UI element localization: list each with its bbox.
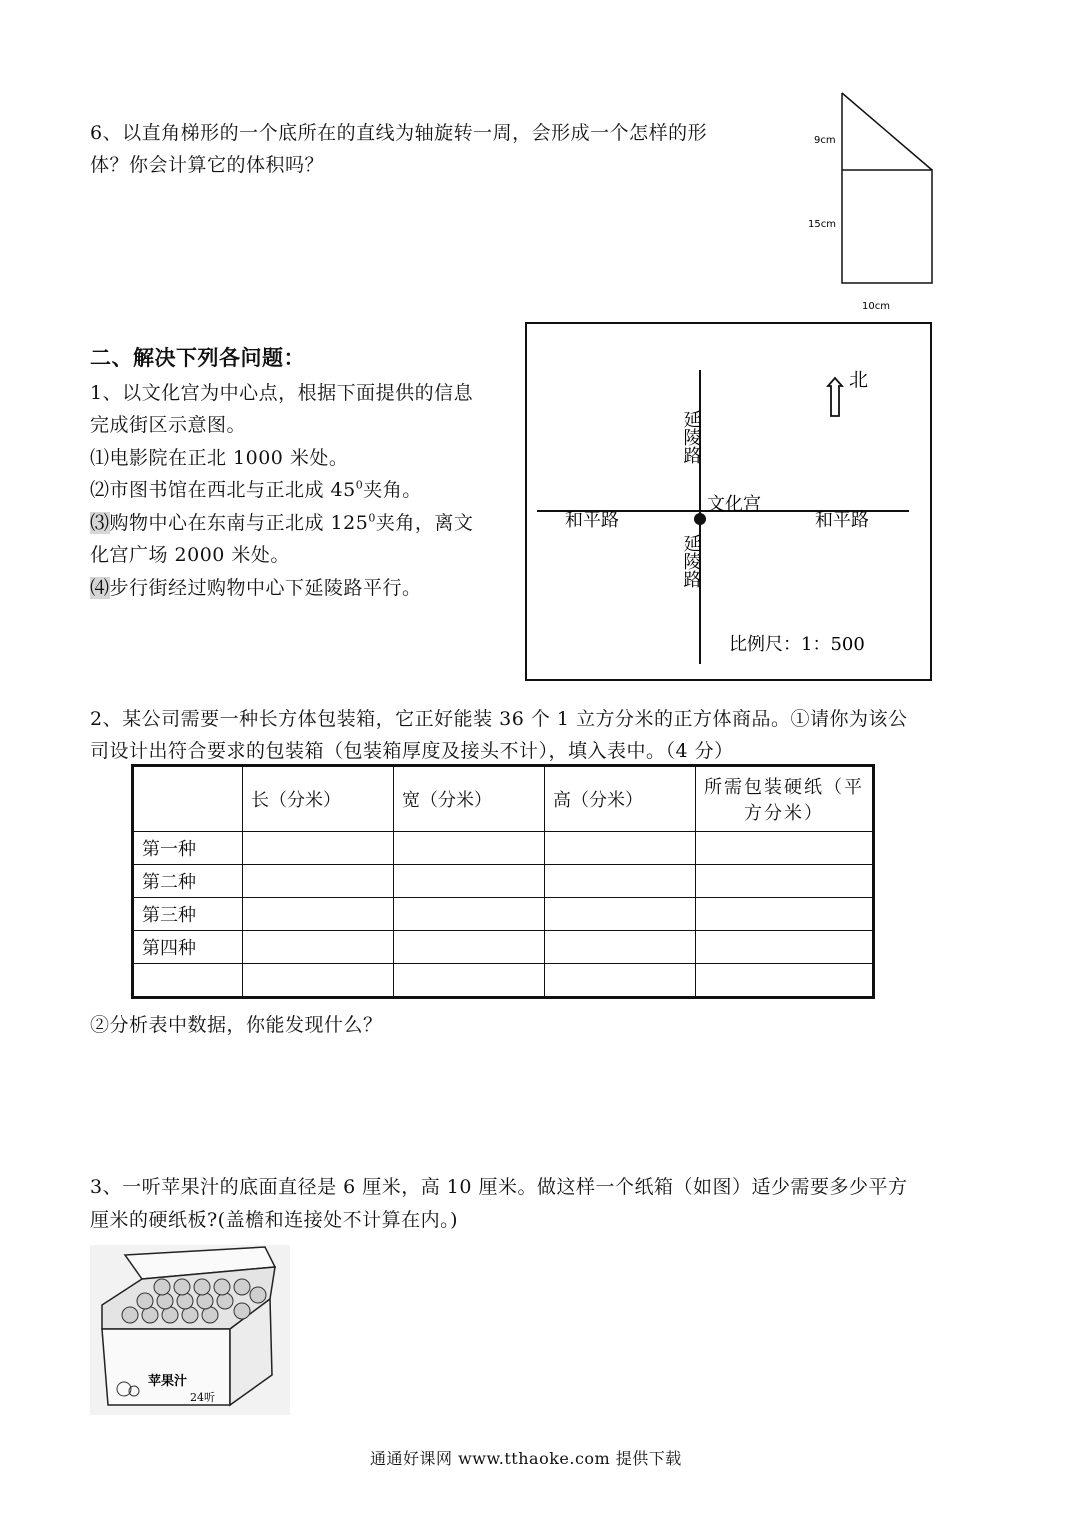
table-cell[interactable] <box>696 931 874 964</box>
table-cell[interactable] <box>545 832 696 865</box>
table-cell[interactable] <box>545 931 696 964</box>
can <box>154 1279 170 1295</box>
table-row <box>133 865 874 898</box>
table-row <box>133 898 874 931</box>
can <box>217 1293 233 1309</box>
table-cell[interactable] <box>696 964 874 998</box>
trapezoid-slant <box>842 93 932 170</box>
p1-line2: 完成街区示意图。 <box>90 414 247 436</box>
table-header-cell: 宽（分米） <box>394 766 545 832</box>
table-header-cell: 长（分米） <box>243 766 394 832</box>
table-header-cell: 高（分米） <box>545 766 696 832</box>
q2-line1: 2、某公司需要一种长方体包装箱，它正好能装 36 个 1 立方分米的正方体商品。①请你为该公 <box>90 708 908 730</box>
section-heading: 二、解决下列各问题： <box>90 346 305 370</box>
footer: 通通好课网 www.tthaoke.com 提供下载 <box>370 1449 682 1468</box>
table-cell[interactable] <box>696 898 874 931</box>
table-cell[interactable] <box>545 898 696 931</box>
item-2: ⑵市图书馆在西北与正北成 $45^0$夹角。 <box>90 478 422 501</box>
can <box>234 1279 250 1295</box>
north-label: 北 <box>849 369 869 391</box>
road-label-yanling-north: 延陵路 <box>680 410 702 464</box>
q6-line1: 6、以直角梯形的一个底所在的直线为轴旋转一周，会形成一个怎样的形 <box>90 122 708 144</box>
road-label-heping-east: 和平路 <box>815 510 869 531</box>
table-cell[interactable] <box>394 964 545 998</box>
q6-line2: 体？你会计算它的体积吗？ <box>90 154 325 176</box>
can <box>137 1293 153 1309</box>
q2-line2: 司设计出符合要求的包装箱（包装箱厚度及接头不计），填入表中。（4 分） <box>90 740 734 762</box>
table-cell: 第四种 <box>133 931 243 964</box>
can <box>157 1293 173 1309</box>
table-row <box>133 931 874 964</box>
trapezoid-outline <box>842 93 932 283</box>
table-cell[interactable] <box>394 832 545 865</box>
q3-line1: 3、一听苹果汁的底面直径是 6 厘米，高 10 厘米。做这样一个纸箱（如图）适少需要多少平方 <box>90 1176 908 1198</box>
label-10cm: 10cm <box>862 301 890 312</box>
table-cell: 第一种 <box>133 832 243 865</box>
table-row <box>133 964 874 998</box>
table-row <box>133 832 874 865</box>
table-cell[interactable] <box>243 931 394 964</box>
can <box>194 1279 210 1295</box>
p1-line1: 1、以文化宫为中心点，根据下面提供的信息 <box>90 382 474 404</box>
road-label-yanling-south: 延陵路 <box>680 534 702 588</box>
table-cell: 第二种 <box>133 865 243 898</box>
table-cell[interactable] <box>394 865 545 898</box>
packaging-table <box>131 764 875 999</box>
road-label-heping-west: 和平路 <box>565 510 619 531</box>
table-header-row <box>133 766 874 832</box>
table-header-cell <box>133 766 243 832</box>
item-4: ⑷步行街经过购物中心下延陵路平行。 <box>90 577 422 599</box>
label-15cm: 15cm <box>808 219 836 230</box>
item-3-line2: 化宫广场 2000 米处。 <box>90 544 290 566</box>
table-cell[interactable] <box>133 964 243 998</box>
table-cell[interactable] <box>243 964 394 998</box>
table-header-cell: 所需包装硬纸（平方分米） <box>696 766 874 832</box>
right-trapezoid-figure <box>800 85 950 320</box>
table-cell[interactable] <box>545 865 696 898</box>
center-dot <box>694 513 706 525</box>
carton-count: 24听 <box>190 1391 215 1404</box>
q2-part2: ②分析表中数据，你能发现什么？ <box>90 1014 383 1036</box>
table-cell[interactable] <box>394 898 545 931</box>
table-cell[interactable] <box>243 898 394 931</box>
table-cell: 第三种 <box>133 898 243 931</box>
label-9cm: 9cm <box>814 135 836 146</box>
table-cell[interactable] <box>243 865 394 898</box>
item-1: ⑴电影院在正北 1000 米处。 <box>90 447 349 469</box>
carton-label: 苹果汁 <box>148 1374 188 1389</box>
q3-line2: 厘米的硬纸板?(盖檐和连接处不计算在内。) <box>90 1209 459 1231</box>
table-cell[interactable] <box>545 964 696 998</box>
can <box>197 1293 213 1309</box>
can <box>234 1303 250 1319</box>
center-label: 文化宫 <box>707 494 761 515</box>
juice-carton-image <box>90 1245 290 1415</box>
can <box>214 1279 230 1295</box>
can <box>122 1307 138 1323</box>
table-cell[interactable] <box>243 832 394 865</box>
scale-label: 比例尺：1：500 <box>729 634 865 655</box>
table-cell[interactable] <box>696 832 874 865</box>
street-map <box>525 322 933 682</box>
item-3: ⑶购物中心在东南与正北成 $125^0$夹角，离文 <box>90 511 474 534</box>
can <box>250 1287 266 1303</box>
table-cell[interactable] <box>394 931 545 964</box>
can <box>177 1293 193 1309</box>
table-cell[interactable] <box>696 865 874 898</box>
can <box>174 1279 190 1295</box>
